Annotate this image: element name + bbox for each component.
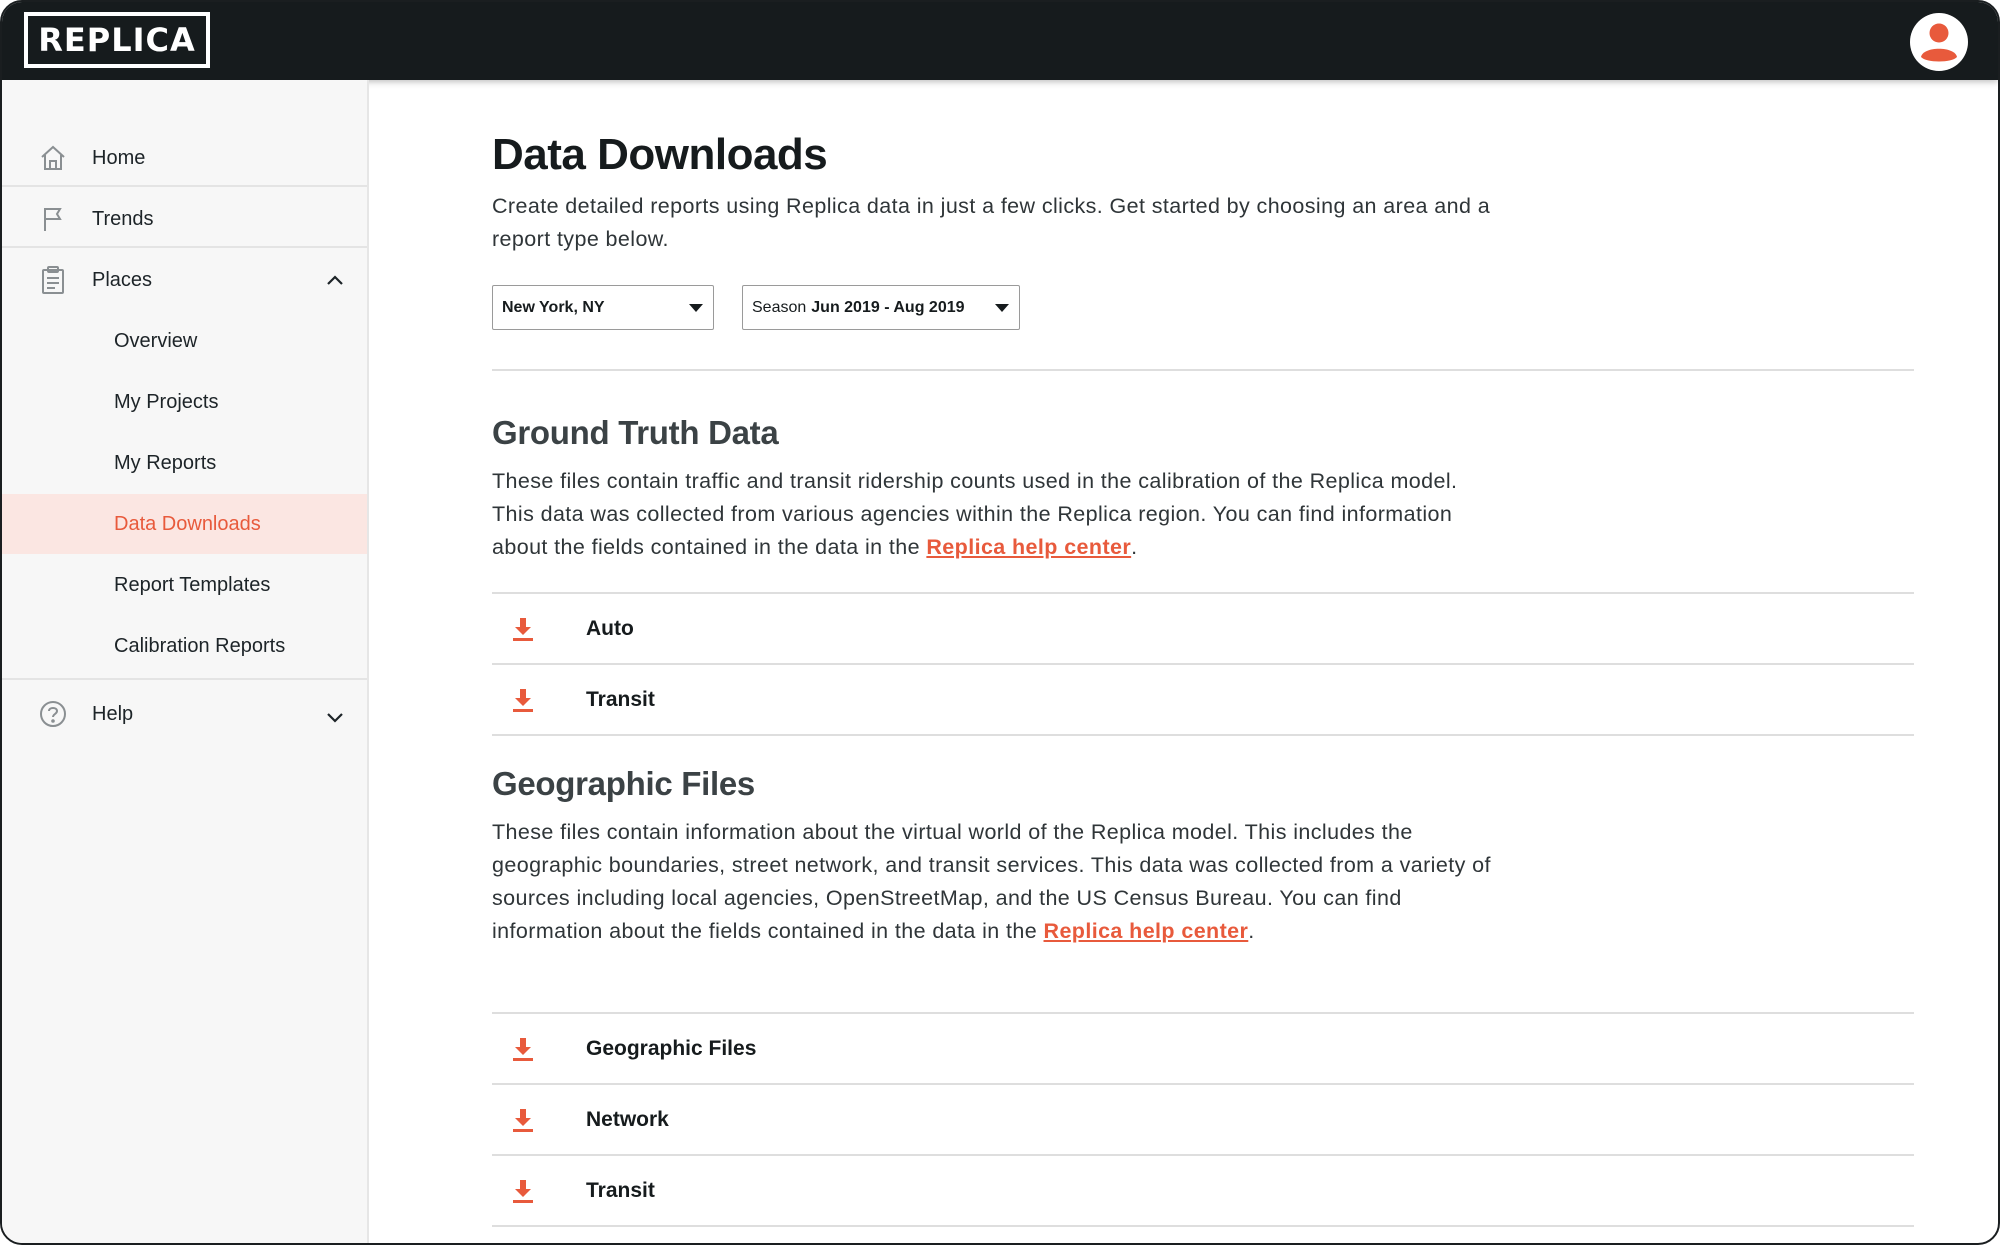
- sidebar-subitem-label: My Projects: [114, 390, 219, 413]
- help-circle-icon: [38, 699, 68, 729]
- sidebar-subitem-label: Data Downloads: [114, 512, 261, 535]
- sidebar-item-home[interactable]: [2, 128, 367, 188]
- file-row-network[interactable]: [492, 1085, 1914, 1155]
- top-bar: [2, 2, 1998, 80]
- sidebar: [2, 80, 369, 1245]
- chevron-up-icon[interactable]: [324, 269, 346, 291]
- download-icon[interactable]: [510, 1178, 536, 1204]
- sidebar-item-help[interactable]: [2, 684, 367, 744]
- file-label: Auto: [586, 617, 634, 640]
- season-select[interactable]: [742, 285, 1020, 330]
- sidebar-item-label: Places: [92, 268, 153, 291]
- file-label: Transit: [586, 1179, 655, 1202]
- page-description: Create detailed reports using Replica data in just a few clicks. Get started by choosing an area and a report type below.: [492, 194, 1491, 251]
- help-center-link[interactable]: Replica help center: [1043, 919, 1249, 943]
- file-row-auto[interactable]: [492, 594, 1914, 664]
- sidebar-subitem-my-reports[interactable]: [2, 433, 367, 493]
- sidebar-subitem-label: Report Templates: [114, 573, 271, 596]
- user-avatar-icon[interactable]: [1910, 13, 1968, 71]
- section-title-ground-truth: Ground Truth Data: [492, 414, 779, 451]
- page-title: Data Downloads: [492, 130, 828, 179]
- file-label: Network: [586, 1108, 669, 1131]
- caret-down-icon: [689, 304, 703, 312]
- home-icon: [38, 143, 68, 173]
- sidebar-subitem-label: Calibration Reports: [114, 634, 286, 657]
- sidebar-subitem-report-templates[interactable]: [2, 555, 367, 615]
- download-icon[interactable]: [510, 1036, 536, 1062]
- sidebar-item-places[interactable]: [2, 250, 367, 310]
- help-center-link[interactable]: Replica help center: [926, 535, 1132, 559]
- file-row-transit-geo[interactable]: [492, 1156, 1914, 1226]
- sidebar-item-label: Help: [92, 702, 134, 725]
- divider: [2, 246, 367, 248]
- file-row-geographic-files[interactable]: [492, 1014, 1914, 1084]
- sidebar-subitem-label: Overview: [114, 329, 198, 352]
- region-select-value: New York, NY: [502, 298, 605, 316]
- region-select[interactable]: [492, 285, 714, 330]
- sidebar-subitem-label: My Reports: [114, 451, 217, 474]
- section-title-geographic-files: Geographic Files: [492, 765, 755, 802]
- sidebar-item-label: Trends: [92, 207, 154, 230]
- caret-down-icon: [995, 304, 1009, 312]
- section-description-ground-truth: [492, 465, 1502, 564]
- chevron-down-icon[interactable]: [324, 706, 346, 728]
- season-select-label: Season: [752, 298, 807, 316]
- clipboard-icon: [38, 265, 68, 295]
- file-row-transit[interactable]: [492, 665, 1914, 735]
- download-icon[interactable]: [510, 616, 536, 642]
- section-description-text: These files contain traffic and transit ridership counts used in the calibration of the Replica model. This data was collected from various agencies within the Replica region. You can find information about the fields contained in the data in the: [492, 469, 1458, 559]
- sidebar-subitem-calibration-reports[interactable]: [2, 616, 367, 676]
- sidebar-subitem-overview[interactable]: [2, 311, 367, 371]
- season-select-value: Jun 2019 - Aug 2019: [811, 298, 965, 316]
- section-description-geographic-files: [492, 816, 1502, 948]
- section-description-suffix: .: [1248, 919, 1255, 943]
- download-icon[interactable]: [510, 1107, 536, 1133]
- download-icon[interactable]: [510, 687, 536, 713]
- sidebar-subitem-my-projects[interactable]: [2, 372, 367, 432]
- divider: [2, 185, 367, 187]
- divider: [492, 734, 1914, 736]
- file-label: Geographic Files: [586, 1037, 757, 1060]
- sidebar-subitem-data-downloads[interactable]: [2, 494, 367, 554]
- sidebar-item-trends[interactable]: [2, 189, 367, 249]
- file-label: Transit: [586, 688, 655, 711]
- divider: [492, 369, 1914, 371]
- replica-logo[interactable]: REPLICA: [24, 12, 210, 68]
- divider: [2, 678, 367, 680]
- section-description-suffix: .: [1131, 535, 1138, 559]
- section-description-text: These files contain information about the virtual world of the Replica model. This includes the geographic boundaries, street network, and transit services. This data was collected from a variety of sources including local agencies, OpenStreetMap, and the US Census Bureau. You can find information about the fields contained in the data in the: [492, 820, 1491, 943]
- sidebar-item-label: Home: [92, 146, 146, 169]
- flag-icon: [38, 204, 68, 234]
- divider: [492, 1225, 1914, 1227]
